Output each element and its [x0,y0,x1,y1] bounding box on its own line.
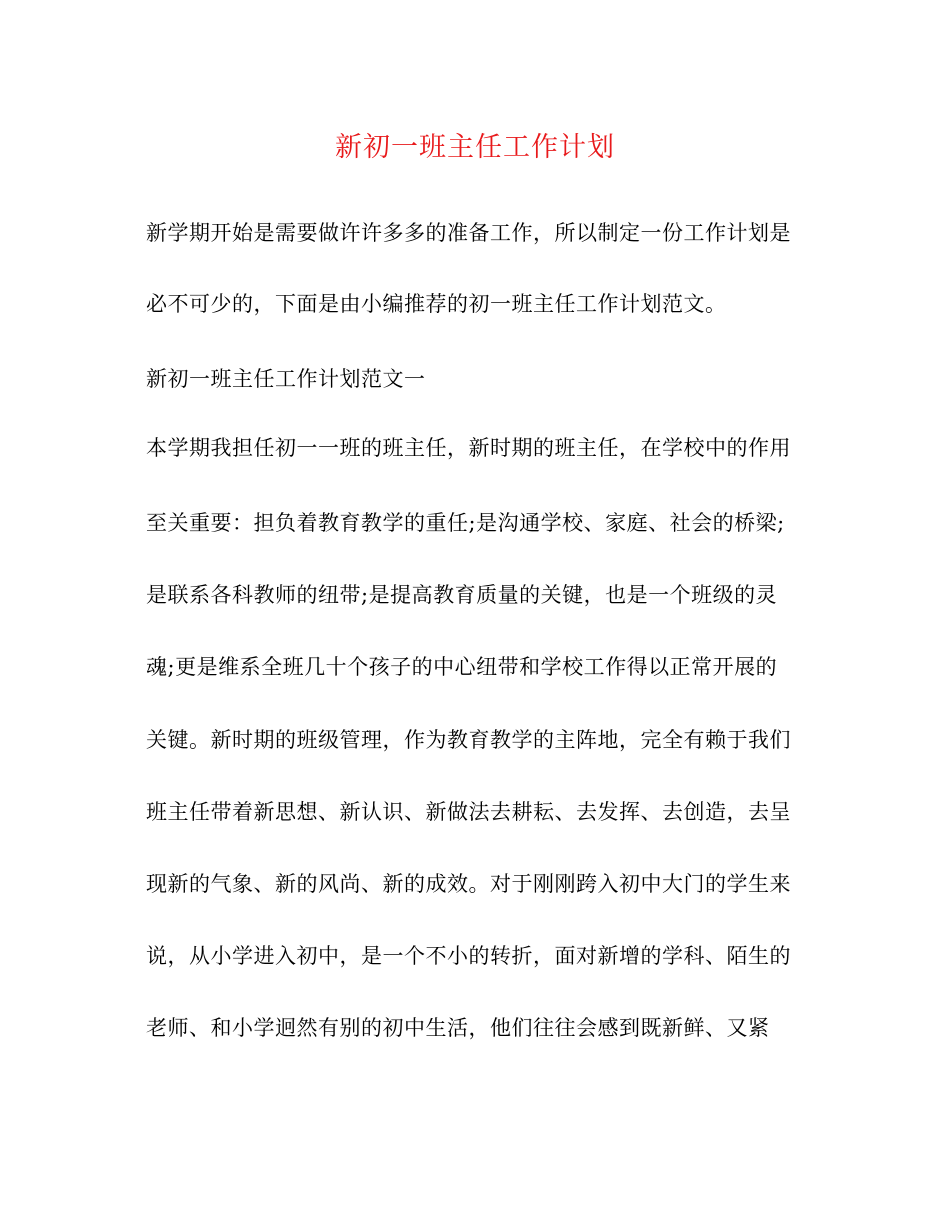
paragraph-line: 班主任带着新思想、新认识、新做法去耕耘、去发挥、去创造，去呈 [146,800,791,824]
paragraph-line: 必不可少的，下面是由小编推荐的初一班主任工作计划范文。 [146,292,727,316]
paragraph-line: 关键。新时期的班级管理，作为教育教学的主阵地，完全有赖于我们 [146,728,791,752]
document-title: 新初一班主任工作计划 [335,132,615,163]
paragraph-line: 至关重要：担负着教育教学的重任;是沟通学校、家庭、社会的桥梁; [146,511,785,535]
paragraph-line: 说，从小学进入初中，是一个不小的转折，面对新增的学科、陌生的 [146,944,791,968]
paragraph-line: 现新的气象、新的风尚、新的成效。对于刚刚跨入初中大门的学生来 [146,872,791,896]
paragraph-line: 老师、和小学迥然有别的初中生活，他们往往会感到既新鲜、又紧 [146,1016,770,1040]
paragraph-line: 新学期开始是需要做许许多多的准备工作，所以制定一份工作计划是 [146,221,791,245]
paragraph-line: 是联系各科教师的纽带;是提高教育质量的关键，也是一个班级的灵 [146,583,778,607]
paragraph-line: 魂;更是维系全班几十个孩子的中心纽带和学校工作得以正常开展的 [146,655,778,679]
paragraph-line: 本学期我担任初一一班的班主任，新时期的班主任，在学校中的作用 [146,436,791,460]
section-heading: 新初一班主任工作计划范文一 [146,367,426,391]
